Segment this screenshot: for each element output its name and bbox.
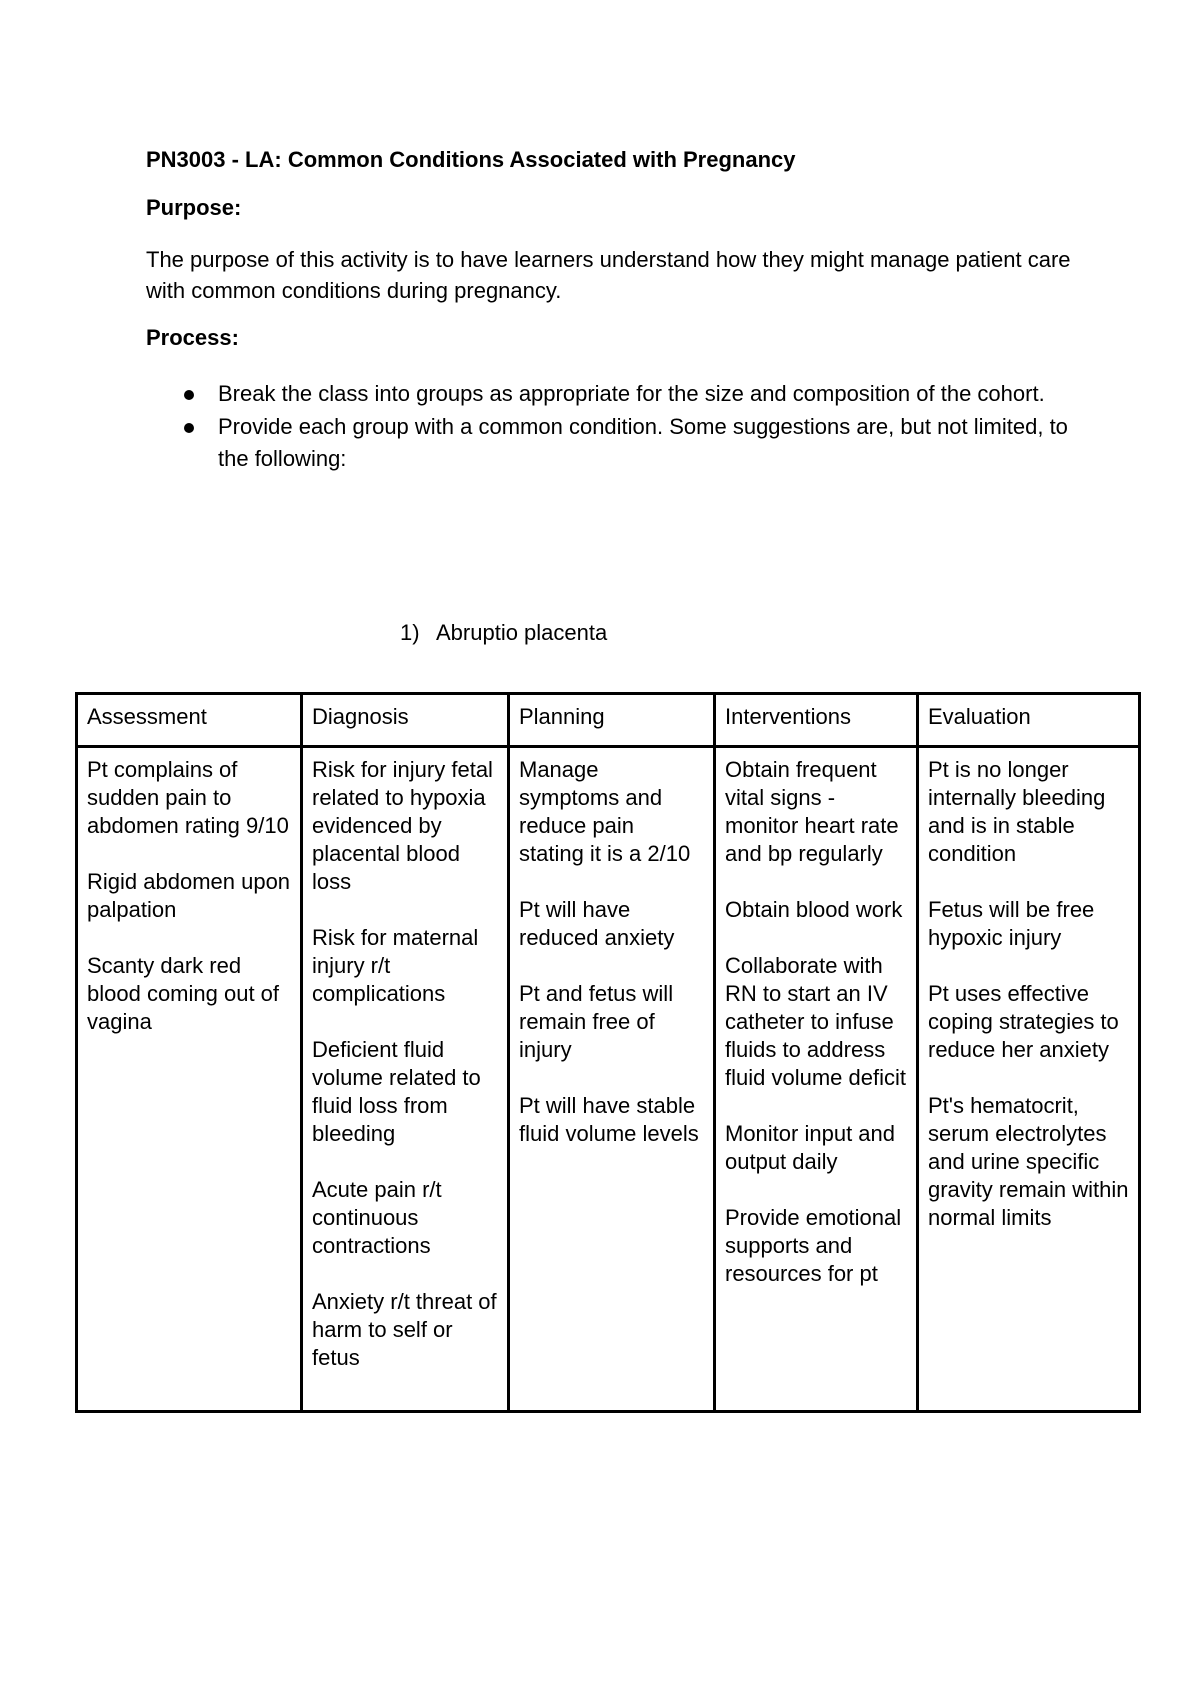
cell-assessment [77,747,302,1412]
purpose-heading: Purpose: [146,195,242,220]
cell-paragraph: Rigid abdomen upon palpation [87,869,291,922]
cell-paragraph: Scanty dark red blood coming out of vagina [87,953,280,1034]
table-row [77,747,1140,1412]
cell-paragraph: Anxiety r/t threat of harm to self or fetus [312,1289,497,1370]
condition-name: Abruptio placenta [436,620,608,645]
purpose-text: The purpose of this activity is to have learners understand how they might manage patient care with common conditions during pregnancy. [146,247,1071,303]
care-plan-table [75,692,1141,1413]
header-interventions: Interventions [715,694,918,747]
cell-paragraph: Risk for injury fetal related to hypoxia evidenced by placental blood loss [312,757,493,894]
cell-evaluation [918,747,1140,1412]
list-item-text: Provide each group with a common condition. Some suggestions are, but not limited, to the following: [218,414,1068,471]
bullet-icon [184,423,194,433]
cell-paragraph: Manage symptoms and reduce pain stating it is a 2/10 [519,757,691,866]
cell-paragraph: Fetus will be free hypoxic injury [928,897,1095,950]
header-planning: Planning [509,694,715,747]
cell-paragraph: Pt is no longer internally bleeding and is in stable condition [928,757,1106,866]
cell-paragraph: Pt and fetus will remain free of injury [519,981,674,1062]
cell-interventions [715,747,918,1412]
cell-diagnosis [302,747,509,1412]
cell-paragraph: Acute pain r/t continuous contractions [312,1177,442,1258]
process-list [146,378,1076,476]
list-item [146,378,1076,410]
table-header-row [77,694,1140,747]
cell-paragraph: Pt's hematocrit, serum electrolytes and urine specific gravity remain within normal limits [928,1093,1129,1230]
header-diagnosis: Diagnosis [302,694,509,747]
cell-paragraph: Risk for maternal injury r/t complications [312,925,479,1006]
cell-paragraph: Obtain blood work [725,897,903,922]
list-item [146,411,1076,475]
cell-paragraph: Pt complains of sudden pain to abdomen rating 9/10 [87,757,289,838]
cell-paragraph: Collaborate with RN to start an IV catheter to infuse fluids to address fluid volume deficit [725,953,906,1090]
condition-item [400,620,607,646]
page-title: PN3003 - LA: Common Conditions Associated with Pregnancy [146,147,796,172]
cell-paragraph: Pt will have reduced anxiety [519,897,675,950]
cell-planning [509,747,715,1412]
header-assessment: Assessment [77,694,302,747]
condition-number: 1) [400,620,420,645]
header-evaluation: Evaluation [918,694,1140,747]
cell-paragraph: Pt uses effective coping strategies to reduce her anxiety [928,981,1119,1062]
cell-paragraph: Deficient fluid volume related to fluid loss from bleeding [312,1037,481,1146]
cell-paragraph: Monitor input and output daily [725,1121,895,1174]
process-heading: Process: [146,325,239,350]
cell-paragraph: Provide emotional supports and resources for pt [725,1205,902,1286]
cell-paragraph: Obtain frequent vital signs - monitor heart rate and bp regularly [725,757,899,866]
cell-paragraph: Pt will have stable fluid volume levels [519,1093,699,1146]
bullet-icon [184,390,194,400]
list-item-text: Break the class into groups as appropriate for the size and composition of the cohort. [218,381,1045,406]
